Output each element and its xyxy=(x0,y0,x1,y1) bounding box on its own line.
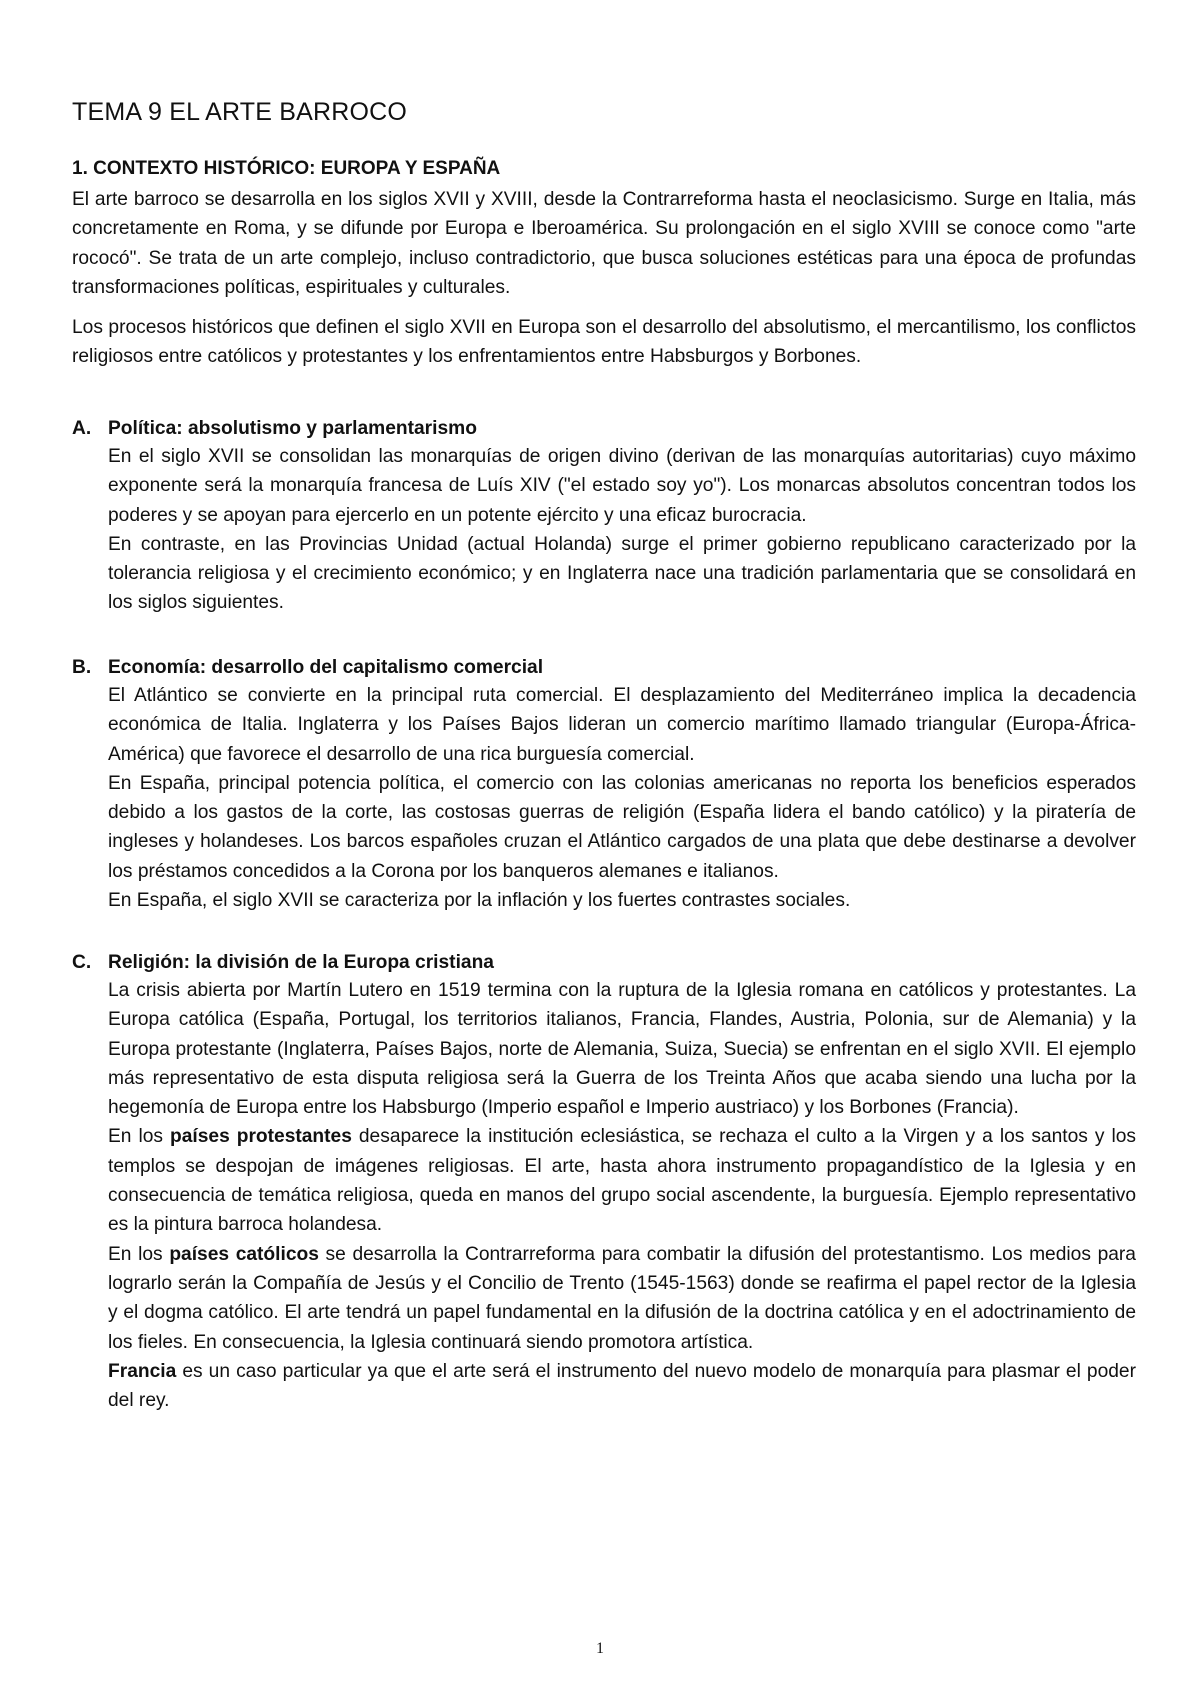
section-c-title: Religión: la división de la Europa cristiana xyxy=(108,952,494,973)
text-run: se desarrolla la Contrarreforma para combatir la difusión del protestantismo. Los medios para lograrlo serán la Compañía de Jesús y el Concilio de Trento (1545-1563) donde se reafirma el papel rector de la Iglesia y el dogma católico. El arte tendrá un papel fundamental en la difusión de la doctrina católica y en el adoctrinamiento de los fieles. En consecuencia, la Iglesia continuará siendo promotora artística. xyxy=(108,1243,1136,1353)
section-b-title: Economía: desarrollo del capitalismo comercial xyxy=(108,657,544,678)
page-number: 1 xyxy=(596,1640,604,1657)
section-a-paragraph-2: En contraste, en las Provincias Unidad (actual Holanda) surge el primer gobierno republicano caracterizado por la tolerancia religiosa y el crecimiento económico; y en Inglaterra nace una tradición parlamentaria que se consolidará en los siglos siguientes. xyxy=(108,533,1136,614)
section-c-paragraph-4 xyxy=(108,1357,1136,1416)
text-run: es un caso particular ya que el arte será el instrumento del nuevo modelo de monarquía para plasmar el poder del rey. xyxy=(108,1360,1136,1412)
section-b-heading xyxy=(72,657,543,679)
section-b-letter: B. xyxy=(72,657,92,678)
section-b-body xyxy=(108,681,1136,915)
section-c-heading xyxy=(72,952,494,974)
section-c-paragraph-2 xyxy=(108,1122,1136,1239)
emphasis-france: Francia xyxy=(108,1360,177,1382)
section-c-body xyxy=(108,976,1136,1415)
section-c-letter: C. xyxy=(72,952,92,973)
section-1-paragraph-2: Los procesos históricos que definen el siglo XVII en Europa son el desarrollo del absolutismo, el mercantilismo, los conflictos religiosos entre católicos y protestantes y los enfrentamientos entre Habsburgos y Borbones. xyxy=(72,317,1136,368)
document-title: TEMA 9 EL ARTE BARROCO xyxy=(72,98,408,126)
section-b-paragraph-2: En España, principal potencia política, el comercio con las colonias americanas no reporta los beneficios esperados debido a los gastos de la corte, las costosas guerras de religión (España lidera el bando católico) y la piratería de ingleses y holandeses. Los barcos españoles cruzan el Atlántico cargados de una plata que debe destinarse a devolver los préstamos concedidos a la Corona por los banqueros alemanes e italianos. xyxy=(108,772,1136,882)
section-b-paragraph-3: En España, el siglo XVII se caracteriza por la inflación y los fuertes contrastes sociales. xyxy=(108,890,851,912)
text-run: En los xyxy=(108,1126,170,1148)
section-a-letter: A. xyxy=(72,418,92,439)
section-1-paragraph-1: El arte barroco se desarrolla en los siglos XVII y XVIII, desde la Contrarreforma hasta el neoclasicismo. Surge en Italia, más concretamente en Roma, y se difunde por Europa e Iberoamérica. Su prolongación en el siglo XVIII se conoce como "arte rococó". Se trata de un arte complejo, incluso contradictorio, que busca soluciones estéticas para una época de profundas transformaciones políticas, espirituales y culturales. xyxy=(72,189,1136,298)
section-a-body xyxy=(108,442,1136,618)
section-a-heading xyxy=(72,418,477,440)
section-c-paragraph-1: La crisis abierta por Martín Lutero en 1519 termina con la ruptura de la Iglesia romana en católicos y protestantes. La Europa católica (España, Portugal, los territorios italianos, Francia, Flandes, Austria, Polonia, sur de Alemania) y la Europa protestante (Inglaterra, Países Bajos, norte de Alemania, Suiza, Suecia) se enfrentan en el siglo XVII. El ejemplo más representativo de esta disputa religiosa será la Guerra de los Treinta Años que acaba siendo una lucha por la hegemonía de Europa entre los Habsburgo (Imperio español e Imperio austriaco) y los Borbones (Francia). xyxy=(108,980,1136,1119)
emphasis-protestant-countries: países protestantes xyxy=(170,1126,352,1148)
section-a-paragraph-1: En el siglo XVII se consolidan las monarquías de origen divino (derivan de las monarquías autoritarias) cuyo máximo exponente será la monarquía francesa de Luís XIV ("el estado soy yo"). Los monarcas absolutos concentran todos los poderes y se apoyan para ejercerlo en un potente ejército y una eficaz burocracia. xyxy=(108,446,1136,526)
text-run: En los xyxy=(108,1243,170,1265)
section-b-paragraph-1: El Atlántico se convierte en la principal ruta comercial. El desplazamiento del Mediterráneo implica la decadencia económica de Italia. Inglaterra y los Países Bajos lideran un comercio marítimo llamado triangular (Europa-África-América) que favorece el desarrollo de una rica burguesía comercial. xyxy=(108,685,1136,765)
text-run: desaparece la institución eclesiástica, se rechaza el culto a la Virgen y a los santos y los templos se despojan de imágenes religiosas. El arte, hasta ahora instrumento propagandístico de la Iglesia y en consecuencia de temática religiosa, queda en manos del grupo social ascendente, la burguesía. Ejemplo representativo es la pintura barroca holandesa. xyxy=(108,1126,1136,1236)
section-a-title: Política: absolutismo y parlamentarismo xyxy=(108,418,477,439)
section-1-heading: 1. CONTEXTO HISTÓRICO: EUROPA Y ESPAÑA xyxy=(72,158,501,179)
emphasis-catholic-countries: países católicos xyxy=(169,1243,319,1265)
section-c-paragraph-3 xyxy=(108,1240,1136,1357)
